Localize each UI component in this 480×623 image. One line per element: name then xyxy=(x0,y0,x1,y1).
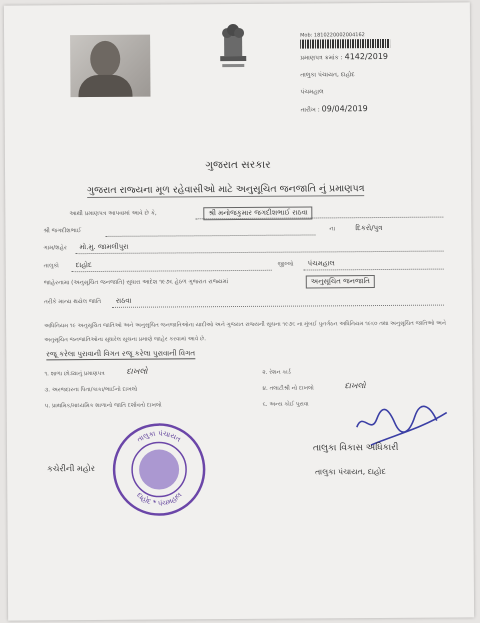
handwritten-mark-1: દાખલો xyxy=(126,366,148,376)
document-item-4: ૪. તલાટીશ્રી નો દાખલો xyxy=(262,385,314,392)
office-line-2: પંચમહાલ xyxy=(300,88,324,96)
certificate-header-info xyxy=(300,31,391,119)
handwritten-mark-2: દાખલો xyxy=(344,381,366,391)
office-stamp-label: કચેરીની મહોર xyxy=(47,463,95,474)
father-name-label: શ્રી જગદીશભાઈ xyxy=(43,228,82,235)
relation-value: દિકરો/પુત્ર xyxy=(355,223,383,233)
seal-bottom-text: દાહોદ * પંચમહાલ xyxy=(135,490,184,508)
village-value: મો.મુ. જામલીપુરા xyxy=(79,242,129,252)
government-title: ગુજરાત સરકાર xyxy=(205,158,271,172)
taluka-label: તાલુકો xyxy=(43,263,59,270)
district-label: જીલ્લો xyxy=(277,261,294,268)
photo-body xyxy=(78,75,132,97)
certificate-page xyxy=(4,2,474,620)
national-emblem-icon xyxy=(216,24,250,72)
relation-suffix: ના xyxy=(329,226,336,233)
field-intro-label: આથી પ્રમાણપત્ર આપવામાં આવે છે કે, xyxy=(69,210,157,218)
photo-head xyxy=(90,41,120,77)
district-value: પંચમહાલ xyxy=(307,259,335,268)
document-item-1: ૧. શાળા છોડ્યાનું પ્રમાણપત્ર xyxy=(44,370,105,378)
officer-office: તાલુકા પંચાયત, દાહોદ xyxy=(315,466,386,477)
taluka-line xyxy=(72,270,272,272)
caste-value: રાઠવા xyxy=(115,296,132,305)
taluka-value: દાહોદ xyxy=(75,261,92,270)
document-item-6: ૬. અન્ય કોઈ પુરાવા xyxy=(262,401,309,408)
certificate-number-row xyxy=(300,48,390,67)
certificate-date: 09/04/2019 xyxy=(321,104,368,114)
father-name-line xyxy=(105,234,315,236)
document-item-3: ૩. અરજદારના પિતા/કાકા/ભાઈનો દાખલો xyxy=(44,386,138,394)
applicant-name: શ્રી મનોજકુમાર જગદીશભાઈ રાઠવા xyxy=(203,206,312,220)
documents-heading: રજૂ કરેલા પુરાવાની વિગત રજૂ કરેલા પુરાવાની વિગત xyxy=(46,348,196,359)
caste-line xyxy=(112,305,444,308)
certificate-title: ગુજરાત રાજ્યના મૂળ રહેવાસીઓ માટે અનુસૂચિત જનજાતિ નું પ્રમાણપત્ર xyxy=(87,183,365,197)
applicant-photo xyxy=(70,35,150,98)
office-line-1: તાલુકા પંચાયત, દાહોદ xyxy=(300,71,355,79)
office-seal-icon xyxy=(111,421,208,518)
tribe-category: અનુસૂચિત જનજાતિ xyxy=(306,275,375,288)
document-item-2: ૨. રેશન કાર્ડ xyxy=(262,369,291,376)
barcode xyxy=(300,31,390,49)
village-line xyxy=(76,251,444,255)
district-line xyxy=(304,269,444,271)
barcode-text: Mob: 1810220002004162 xyxy=(300,32,365,39)
document-item-5: ૫. પ્રાથમિક/માધ્યમિક શાળાનો જાતિ દર્શાવતો દાખલો xyxy=(44,402,162,410)
officer-title: તાલુકા વિકાસ અધિકારી xyxy=(312,442,399,454)
seal-top-text: તાલુકા પંચાયત xyxy=(135,429,183,444)
caste-label: તરીકે માન્ય થયેલ જાતિ xyxy=(43,298,102,306)
certificate-number-label: પ્રમાણપત્ર ક્રમાંક : xyxy=(300,54,343,62)
legal-paragraph: અધિનિયમ ૧૯ અનુસૂચિત જાતિઓ અને અનુસૂચિત જનજાતિઓના યાદીઓ અને ગુજરાત રાજ્યની સૂચના ૧૯૭૬ ના મુંબઈ પુનર્ગઠન અધિનિયમ ૧૯૬૦ તથા અનુસૂચિત જાતિઓ અને અનુસૂચિત જનજાતિઓના સુધારેલ સૂચના પ્રમાણે જાહેર કરવામાં આવે છે. xyxy=(44,320,446,344)
date-label: તારીખ : xyxy=(300,106,320,114)
notification-label: જાહેરનામા (અનુસૂચિત જનજાતિ) સુધારા આદેશ ૧૯૭૬ હેઠળ ગુજરાત રાજ્યમાં xyxy=(43,279,229,287)
date-row xyxy=(301,100,391,119)
village-label: ગામ/શહેર xyxy=(43,245,67,252)
certificate-number: 4142/2019 xyxy=(344,51,389,62)
